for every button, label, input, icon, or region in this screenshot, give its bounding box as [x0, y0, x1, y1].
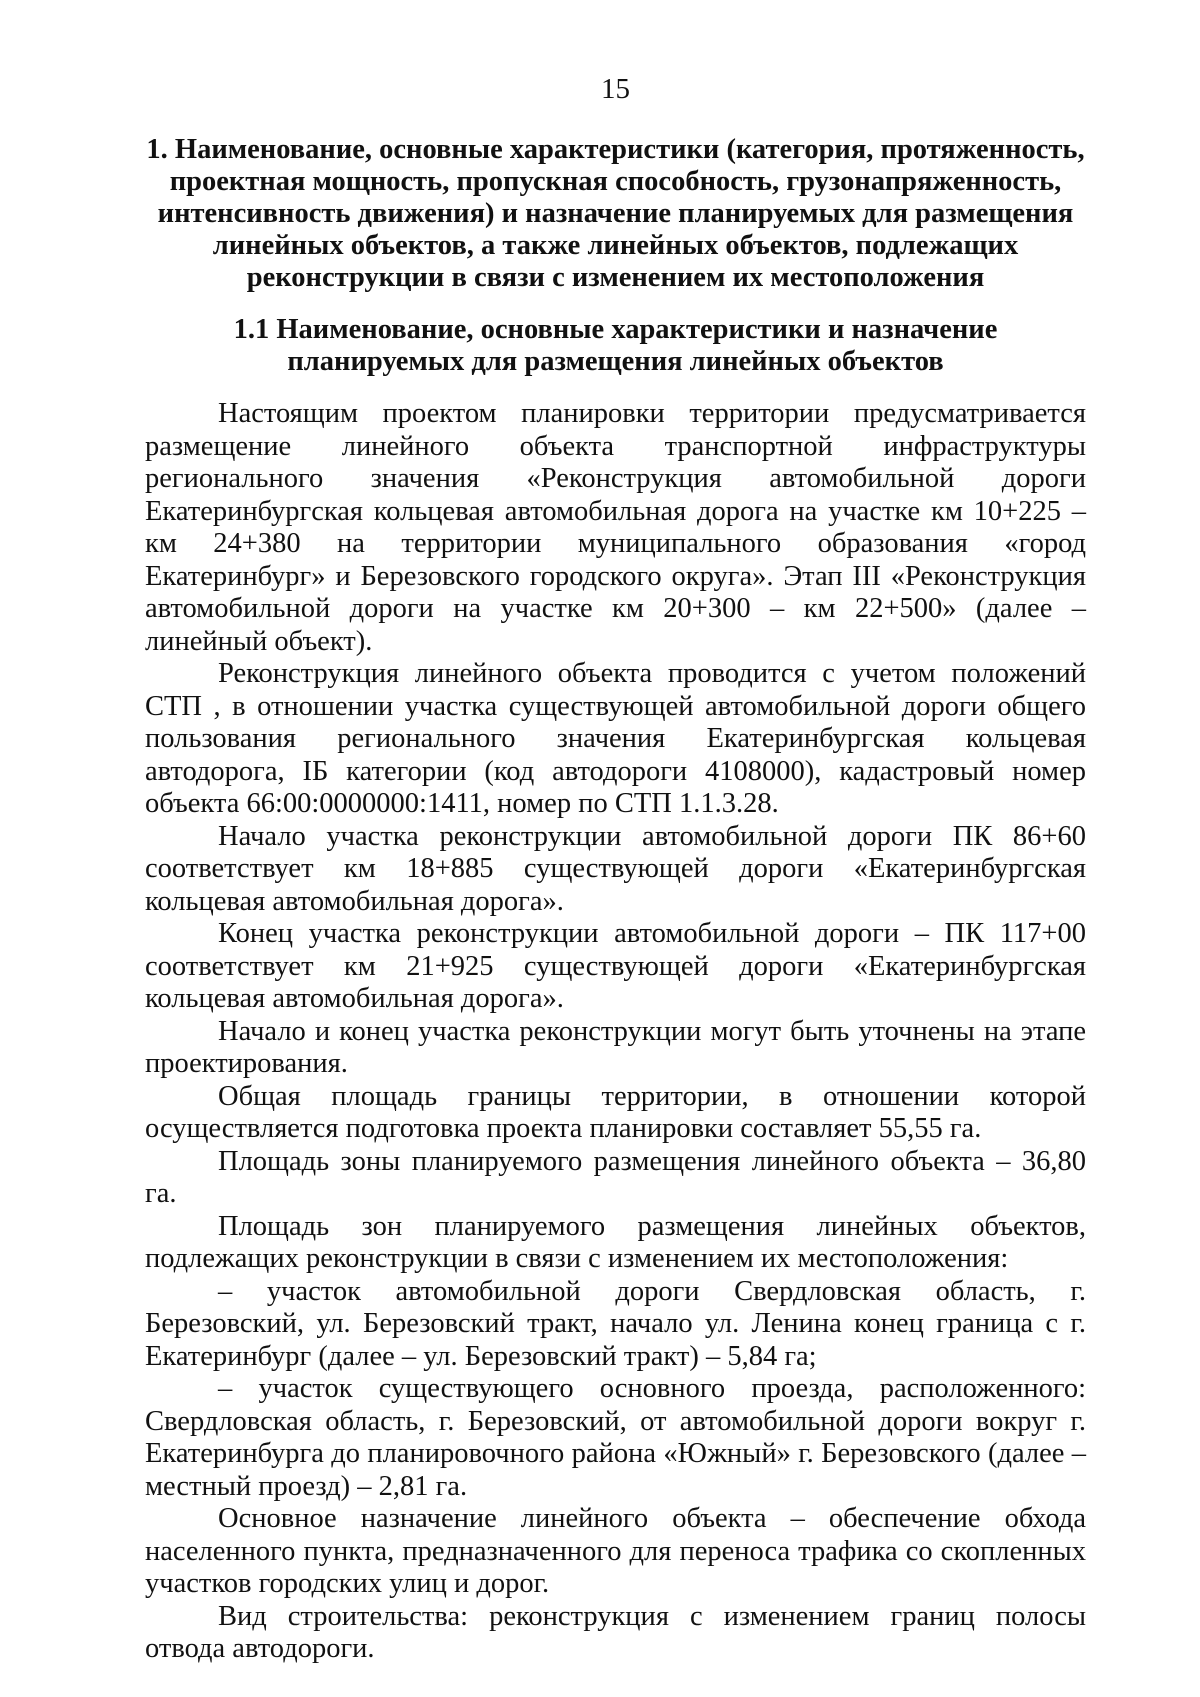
paragraph-start: Начало участка реконструкции автомобильной дороги ПК 86+60 соответствует км 18+885 существующей дороги «Екатеринбургская кольцевая автомобильная дорога». — [145, 820, 1086, 917]
paragraph-reconstruction-zones: Площадь зон планируемого размещения линейных объектов, подлежащих реконструкции в связи с изменением их местоположения: — [145, 1210, 1086, 1274]
paragraph-intro: Настоящим проектом планировки территории предусматривается размещение линейного объекта транспортной инфраструктуры регионального значения «Реконструкция автомобильной дороги Екатеринбургская кольцевая автомобильная дорога на участке км 10+225 – км 24+380 на территории муниципального образования «город Екатеринбург» и Березовского городского округа». Этап III «Реконструкция автомобильной дороги на участке км 20+300 – км 22+500» (далее – линейный объект). — [145, 398, 1086, 657]
paragraph-purpose: Основное назначение линейного объекта – обеспечение обхода населенного пункта, предназначенного для переноса трафика со скопленных участков городских улиц и дорог. — [145, 1503, 1086, 1599]
paragraph-zone-area: Площадь зоны планируемого размещения линейного объекта – 36,80 га. — [145, 1145, 1086, 1209]
paragraph-stp: Реконструкция линейного объекта проводится с учетом положений СТП , в отношении участка существующей автомобильной дороги общего пользования регионального значения Екатеринбургская кольцевая автодорога, IБ категории (код автодороги 4108000), кадастровый номер объекта 66:00:0000000:1411, номер по СТП 1.1.3.28. — [145, 658, 1086, 819]
subsection-heading: 1.1 Наименование, основные характеристики и назначение планируемых для размещения линейных объектов — [233, 314, 998, 377]
section-heading: 1. Наименование, основные характеристики (категория, протяженность, проектная мощность, пропускная способность, грузонапряженность, интенсивность движения) и назначение планируемых для размещения линейных объектов, а также линейных объектов, подлежащих реконструкции в связи с изменением их местоположения — [146, 134, 1085, 293]
paragraph-construction-type: Вид строительства: реконструкция с изменением границ полосы отвода автодороги. — [145, 1600, 1086, 1664]
page-number: 15 — [601, 73, 630, 105]
list-item-berezovsky-trakt: – участок автомобильной дороги Свердловская область, г. Березовский, ул. Березовский тракт, начало ул. Ленина конец граница с г. Екатеринбург (далее – ул. Березовский тракт) – 5,84 га; — [145, 1275, 1086, 1372]
body-text — [145, 398, 1086, 1666]
paragraph-total-area: Общая площадь границы территории, в отношении которой осуществляется подготовка проекта планировки составляет 55,55 га. — [145, 1080, 1086, 1144]
paragraph-refine: Начало и конец участка реконструкции могут быть уточнены на этапе проектирования. — [145, 1015, 1086, 1079]
list-item-local-passage: – участок существующего основного проезда, расположенного: Свердловская область, г. Березовский, от автомобильной дороги вокруг г. Екатеринбурга до планировочного района «Южный» г. Березовского (далее – местный проезд) – 2,81 га. — [145, 1373, 1086, 1502]
paragraph-end: Конец участка реконструкции автомобильной дороги – ПК 117+00 соответствует км 21+925 существующей дороги «Екатеринбургская кольцевая автомобильная дорога». — [145, 918, 1086, 1014]
